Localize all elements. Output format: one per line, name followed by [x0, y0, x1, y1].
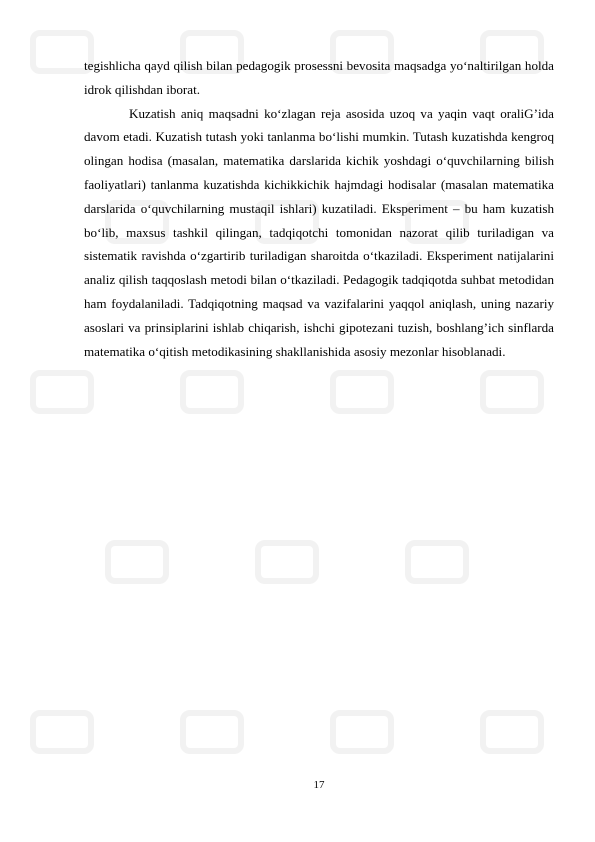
watermark-shape	[480, 370, 544, 414]
watermark-shape	[180, 710, 244, 754]
watermark-shape	[105, 540, 169, 584]
watermark-shape	[255, 540, 319, 584]
watermark-shape	[180, 370, 244, 414]
watermark-shape	[30, 710, 94, 754]
watermark-shape	[330, 710, 394, 754]
paragraph-kuzatish: Kuzatish aniq maqsadni ko‘zlagan reja asosida uzoq va yaqin vaqt oraliG’ida davom etadi. Kuzatish tutash yoki tanlanma bo‘lishi mumkin. Tutash kuzatishda kengroq olingan hodisa (masalan, matematika darslarida kichik yoshdagi o‘quvchilarning bilish faoliyatlari) tanlanma kuzatishda kichikkichik hajmdagi hodisalar (masalan matematika darslarida o‘quvchilarning mustaqil ishlari) kuzatiladi. Eksperiment – bu ham kuzatish bo‘lib, maxsus tashkil qilingan, tadqiqotchi tomonidan nazorat qilib turiladigan va sistematik ravishda o‘zgartirib turiladigan sharoitda o‘tkaziladi. Eksperiment natijalarini analiz qilish taqqoslash metodi bilan o‘tkaziladi. Pedagogik tadqiqotda suhbat metodidan ham foydalaniladi. Tadqiqotning maqsad va vazifalarini yaqqol aniqlash, uning nazariy asoslari va prinsiplarini ishlab chiqarish, ishchi gipotezani tuzish, boshlang’ich sinflarda matematika o‘qitish metodikasining shakllanishida asosiy mezonlar hisoblanadi.	[84, 105, 554, 359]
watermark-shape	[405, 540, 469, 584]
watermark-shape	[480, 710, 544, 754]
page-number: 17	[313, 779, 325, 791]
watermark-shape	[330, 370, 394, 414]
body-text	[84, 54, 554, 363]
watermark-shape	[30, 370, 94, 414]
paragraph-continuation: tegishlicha qayd qilish bilan pedagogik prosessni bevosita maqsadga yo‘naltirilgan holda idrok qilishdan iborat.	[84, 58, 554, 97]
